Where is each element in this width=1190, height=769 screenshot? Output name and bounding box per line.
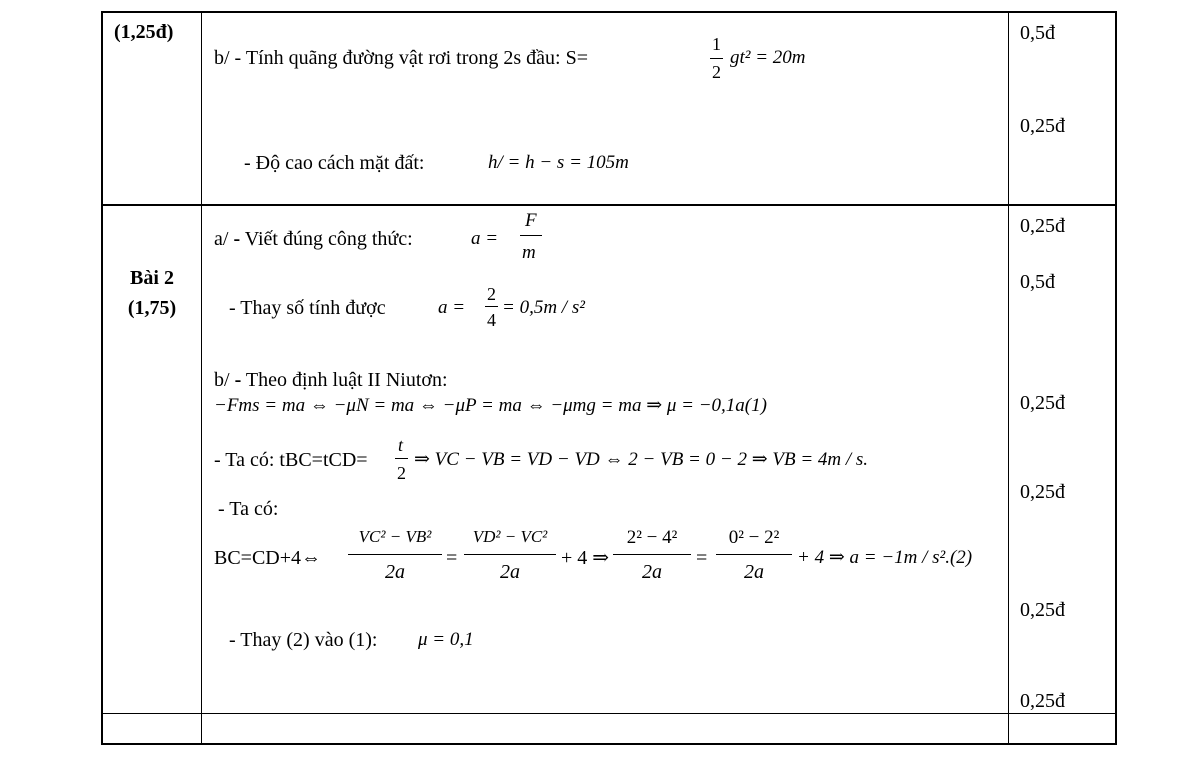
row2-bc-eq2: = [696, 547, 708, 569]
row2-bc-lhs: BC=CD+4⇔ [214, 547, 322, 569]
row2-bc-frac3-den: 2a [642, 561, 662, 583]
row2-bc-frac3-bar [613, 554, 691, 555]
row2-b-line [214, 370, 448, 390]
row2-a-frac-num: F [525, 210, 537, 231]
row2-taco1-frac-num: t [398, 435, 404, 455]
row1-b-frac-den: 2 [712, 62, 721, 82]
score-6: 0,25đ [1020, 481, 1065, 503]
row2-bc-frac3-num: 2² − 4² [626, 527, 678, 548]
row2-title: Bài 2 [130, 267, 174, 289]
row2-bc-frac1-bar [348, 554, 442, 555]
score-3: 0,25đ [1020, 215, 1065, 237]
row2-bc-frac4-den: 2a [744, 561, 764, 583]
row2-b-eq: −Fms = ma ⇔ −μN = ma ⇔ −μP = ma ⇔ −μmg = ma ⇒ μ = −0,1a(1) [214, 395, 767, 416]
row2-a-label-bold: - [233, 228, 241, 250]
row2-bc-frac2-num: VD² − VC² [472, 527, 548, 546]
score-2: 0,25đ [1020, 115, 1065, 137]
row1-b-frac-num: 1 [712, 34, 721, 54]
row2-b-label-post: Theo định luật II Niutơn: [241, 369, 448, 391]
row2-bc-frac2-bar [464, 554, 556, 555]
row2-thay-frac-den: 4 [487, 310, 496, 330]
row2-score: (1,75) [127, 297, 177, 319]
column-divider-1 [201, 11, 202, 745]
row2-a-lhs: a = [471, 228, 499, 249]
row-divider-1 [101, 204, 1117, 206]
row2-taco1-frac-bar [395, 458, 408, 459]
row2-a-frac-den: m [522, 242, 536, 263]
row2-bc-frac1-den: 2a [385, 561, 405, 583]
row2-thay-lhs: a = [438, 297, 466, 318]
score-7: 0,25đ [1020, 599, 1065, 621]
score-5: 0,25đ [1020, 392, 1065, 414]
score-1: 0,5đ [1020, 22, 1055, 44]
table-top-border [101, 11, 1117, 13]
row2-a-label-post: Viết đúng công thức: [240, 228, 413, 250]
row2-bc-frac4-num: 0² − 2² [728, 527, 780, 548]
row2-b-label-pre: b/ [214, 369, 235, 391]
row2-thay-frac-num: 2 [487, 284, 496, 304]
row1-b-S: S= [565, 47, 588, 69]
column-divider-2 [1008, 11, 1009, 745]
row2-taco1-label: - Ta có: tBC=tCD= [214, 449, 368, 471]
row2-thay-rhs: = 0,5m / s² [502, 297, 585, 318]
row2-taco1-rest: ⇒ VC − VB = VD − VD ⇔ 2 − VB = 0 − 2 ⇒ VB = 4m / s. [414, 449, 869, 470]
row1-b-label: b/ - Tính quãng đường vật rơi trong 2s đầu: [214, 47, 561, 69]
row2-a-frac-bar [520, 235, 542, 236]
row1-score: (1,25đ) [114, 21, 174, 43]
row1-h-label: - Độ cao cách mặt đất: [244, 152, 425, 174]
table-right-border [1115, 11, 1117, 745]
row2-bc-frac2-den: 2a [500, 561, 520, 583]
row1-b-rest: gt² = 20m [730, 47, 806, 68]
score-8: 0,25đ [1020, 690, 1065, 712]
row2-bc-frac4-bar [716, 554, 792, 555]
row2-a-label-pre: a/ [214, 228, 234, 250]
row1-b-line [214, 48, 588, 68]
table-bottom-border [101, 743, 1117, 745]
row2-thay2-formula: μ = 0,1 [418, 629, 474, 650]
row2-taco1-frac-den: 2 [397, 463, 406, 483]
row2-thay2-label: - Thay (2) vào (1): [229, 629, 378, 651]
row2-taco2-label: - Ta có: [218, 498, 279, 520]
row1-h-formula: h/ = h − s = 105m [488, 152, 629, 173]
row2-b-label-bold: - [234, 369, 242, 391]
table-left-border [101, 11, 103, 745]
row2-a-line [214, 229, 413, 249]
row2-thay-frac-bar [485, 306, 498, 307]
score-4: 0,5đ [1020, 271, 1055, 293]
row2-thay-label: - Thay số tính được [229, 297, 386, 319]
row1-b-frac-bar [710, 58, 723, 59]
row-divider-2 [101, 713, 1117, 714]
row2-bc-eq1: = [446, 547, 458, 569]
row2-bc-frac1-num: VC² − VB² [358, 527, 432, 546]
row2-bc-end: + 4 ⇒ a = −1m / s².(2) [797, 547, 973, 568]
row2-bc-mid: + 4 ⇒ [561, 547, 610, 569]
